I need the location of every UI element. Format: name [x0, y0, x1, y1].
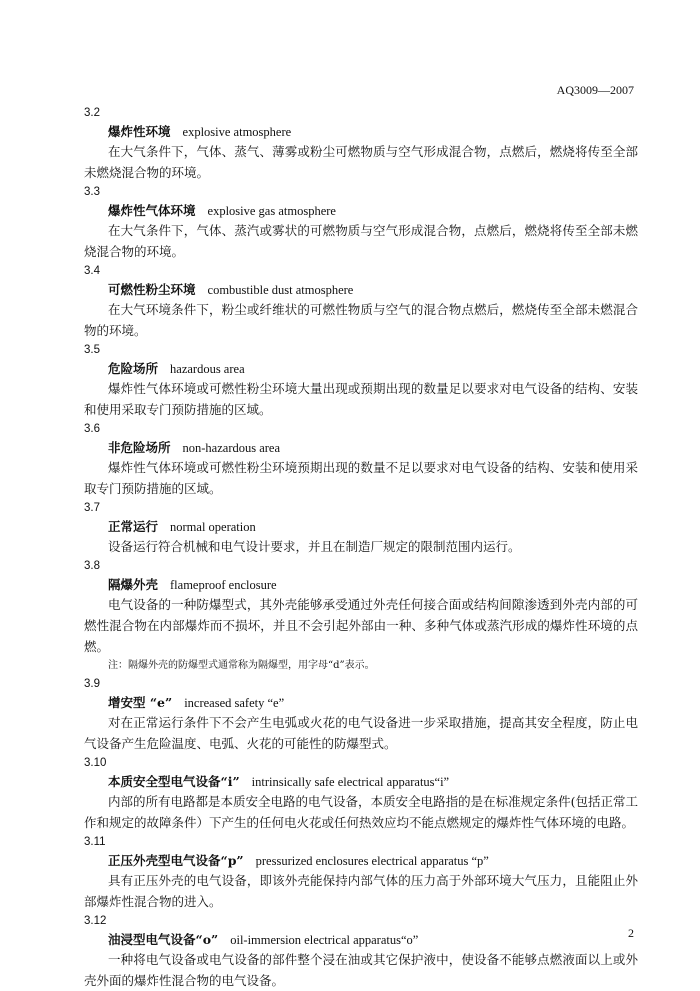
term-chinese: 隔爆外壳 [108, 577, 159, 592]
term-heading [108, 280, 638, 299]
term-chinese: 爆炸性环境 [108, 124, 171, 139]
definition-entry [84, 420, 638, 499]
term-heading [108, 201, 638, 220]
term-chinese: 危险场所 [108, 361, 159, 376]
page-number: 2 [628, 926, 634, 940]
definition-entry [84, 675, 638, 754]
definition-note: 注：隔爆外壳的防爆型式通常称为隔爆型，用字母“d”表示。 [108, 660, 375, 671]
definition-text: 一种将电气设备或电气设备的部件整个浸在油或其它保护液中，使设备不能够点燃液面以上或外壳外面的爆炸性混合物的电气设备。 [84, 952, 638, 988]
term-chinese: 正压外壳型电气设备“p” [108, 853, 244, 868]
definition-entry [84, 912, 638, 991]
clause-number: 3.2 [84, 107, 100, 119]
term-chinese: 油浸型电气设备“o” [108, 932, 219, 947]
definition-entry [84, 341, 638, 420]
definition-text: 在大气环境条件下，粉尘或纤维状的可燃性物质与空气的混合物点燃后，燃烧传至全部未燃混合物的环境。 [84, 302, 638, 338]
term-heading [108, 575, 638, 594]
clause-number: 3.10 [84, 757, 107, 769]
clause-number: 3.3 [84, 186, 100, 198]
clause-number: 3.11 [84, 836, 106, 848]
term-heading [108, 517, 638, 536]
term-english: hazardous area [170, 362, 245, 376]
definition-text: 在大气条件下，气体、蒸气、薄雾或粉尘可燃物质与空气形成混合物，点燃后，燃烧将传至全部未燃烧混合物的环境。 [84, 144, 638, 180]
clause-number: 3.7 [84, 502, 100, 514]
term-english: oil-immersion electrical apparatus“o” [230, 933, 419, 947]
definition-text: 爆炸性气体环境或可燃性粉尘环境预期出现的数量不足以要求对电气设备的结构、安装和使用采取专门预防措施的区域。 [84, 460, 638, 496]
definition-entry [84, 499, 638, 557]
definition-text: 对在正常运行条件下不会产生电弧或火花的电气设备进一步采取措施，提高其安全程度，防止电气设备产生危险温度、电弧、火花的可能性的防爆型式。 [84, 715, 638, 751]
term-chinese: 正常运行 [108, 519, 159, 534]
term-chinese: 可燃性粉尘环境 [108, 282, 196, 297]
definition-text: 内部的所有电路都是本质安全电路的电气设备，本质安全电路指的是在标准规定条件(包括正常工作和规定的故障条件）下产生的任何电火花或任何热效应均不能点燃规定的爆炸性气体环境的电路。 [84, 794, 638, 830]
definition-text: 具有正压外壳的电气设备，即该外壳能保持内部气体的压力高于外部环境大气压力，且能阻止外部爆炸性混合物的进入。 [84, 873, 638, 909]
term-heading [108, 438, 638, 457]
term-english: combustible dust atmosphere [207, 283, 354, 297]
definitions-section [84, 104, 638, 991]
term-english: pressurized enclosures electrical apparatus “p” [255, 854, 489, 868]
term-english: explosive gas atmosphere [207, 204, 336, 218]
term-heading [108, 772, 638, 791]
definition-text: 爆炸性气体环境或可燃性粉尘环境大量出现或预期出现的数量足以要求对电气设备的结构、安装和使用采取专门预防措施的区域。 [84, 381, 638, 417]
definition-entry [84, 557, 638, 675]
term-heading [108, 693, 638, 712]
term-heading [108, 930, 638, 949]
definition-text: 设备运行符合机械和电气设计要求，并且在制造厂规定的限制范围内运行。 [108, 539, 521, 554]
clause-number: 3.8 [84, 560, 100, 572]
definition-text: 电气设备的一种防爆型式，其外壳能够承受通过外壳任何接合面或结构间隙渗透到外壳内部的可燃性混合物在内部爆炸而不损坏，并且不会引起外部由一种、多种气体或蒸汽形成的爆炸性环境的点燃。 [84, 597, 638, 654]
term-english: normal operation [170, 520, 256, 534]
term-chinese: 本质安全型电气设备“i” [108, 774, 240, 789]
clause-number: 3.9 [84, 678, 100, 690]
term-english: intrinsically safe electrical apparatus“i” [251, 775, 450, 789]
term-chinese: 非危险场所 [108, 440, 171, 455]
term-chinese: 增安型 “e” [108, 695, 173, 710]
term-chinese: 爆炸性气体环境 [108, 203, 196, 218]
document-code: AQ3009—2007 [556, 83, 634, 97]
definition-entry [84, 833, 638, 912]
definition-entry [84, 754, 638, 833]
term-heading [108, 851, 638, 870]
term-english: increased safety “e” [184, 696, 285, 710]
clause-number: 3.5 [84, 344, 100, 356]
clause-number: 3.6 [84, 423, 100, 435]
definition-text: 在大气条件下，气体、蒸汽或雾状的可燃物质与空气形成混合物，点燃后，燃烧将传至全部未燃烧混合物的环境。 [84, 223, 638, 259]
clause-number: 3.4 [84, 265, 100, 277]
clause-number: 3.12 [84, 915, 107, 927]
term-heading [108, 122, 638, 141]
definition-entry [84, 262, 638, 341]
definition-entry [84, 104, 638, 183]
term-english: non-hazardous area [182, 441, 281, 455]
term-english: explosive atmosphere [182, 125, 292, 139]
term-english: flameproof enclosure [170, 578, 277, 592]
definition-entry [84, 183, 638, 262]
term-heading [108, 359, 638, 378]
